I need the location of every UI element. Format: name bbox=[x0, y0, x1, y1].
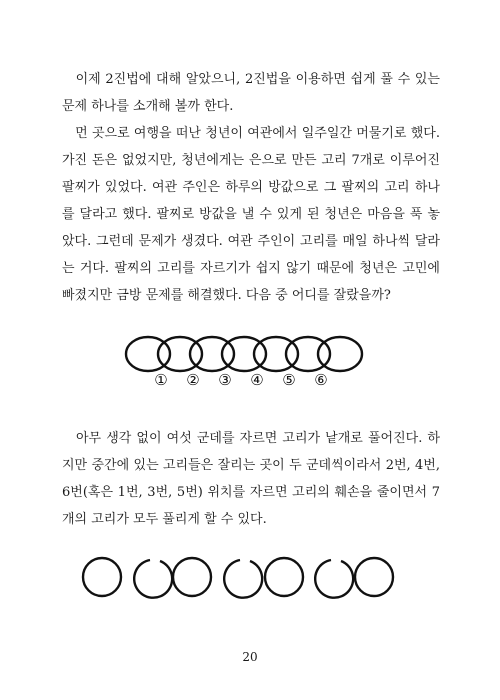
closed-ring bbox=[265, 558, 303, 596]
chain-ring bbox=[318, 337, 362, 371]
cut-label: ③ bbox=[218, 371, 232, 389]
cut-ring bbox=[134, 560, 172, 598]
cut-label: ⑤ bbox=[282, 371, 296, 389]
solution-paragraph: 아무 생각 없이 여섯 군데를 자르면 고리가 낱개로 풀어진다. 하지만 중간에 있는 고리들은 잘리는 곳이 두 군데씩이라서 2번, 4번, 6번(혹은 1번, 3번, 5번) 위치를 자르면 고리의 훼손을 줄이면서 7개의 고리가 모두 풀리게 할 수 있다. bbox=[62, 431, 440, 527]
cut-ring bbox=[224, 560, 262, 598]
puzzle-paragraph: 먼 곳으로 여행을 떠난 청년이 여관에서 일주일간 머물기로 했다. 가진 돈은 없었지만, 청년에게는 은으로 만든 고리 7개로 이루어진 팔찌가 있었다. 여관 주인은 하루의 방값으로 그 팔찌의 고리 하나를 달라고 했다. 팔찌로 방값을 낼 수 있게 된 청년은 마음을 푹 놓았다. 그런데 문제가 생겼다. 여관 주인이 고리를 매일 하나씩 달라는 거다. 팔찌의 고리를 자르기가 쉽지 않기 때문에 청년은 고민에 빠졌지만 금방 문제를 해결했다. 다음 중 어디를 잘랐을까? bbox=[62, 126, 440, 303]
cut-label: ① bbox=[154, 371, 168, 389]
chain-diagram bbox=[0, 330, 500, 390]
separated-rings-diagram bbox=[0, 552, 500, 602]
closed-ring bbox=[83, 558, 121, 596]
closed-ring bbox=[355, 558, 393, 596]
cut-label: ④ bbox=[250, 371, 264, 389]
cut-label: ⑥ bbox=[314, 371, 328, 389]
closed-ring bbox=[173, 558, 211, 596]
cut-ring bbox=[315, 560, 353, 598]
intro-paragraph: 이제 2진법에 대해 알았으니, 2진법을 이용하면 쉽게 풀 수 있는 문제 하나를 소개해 볼까 한다. bbox=[62, 72, 440, 114]
page-number: 20 bbox=[242, 650, 258, 664]
cut-label: ② bbox=[186, 371, 200, 389]
